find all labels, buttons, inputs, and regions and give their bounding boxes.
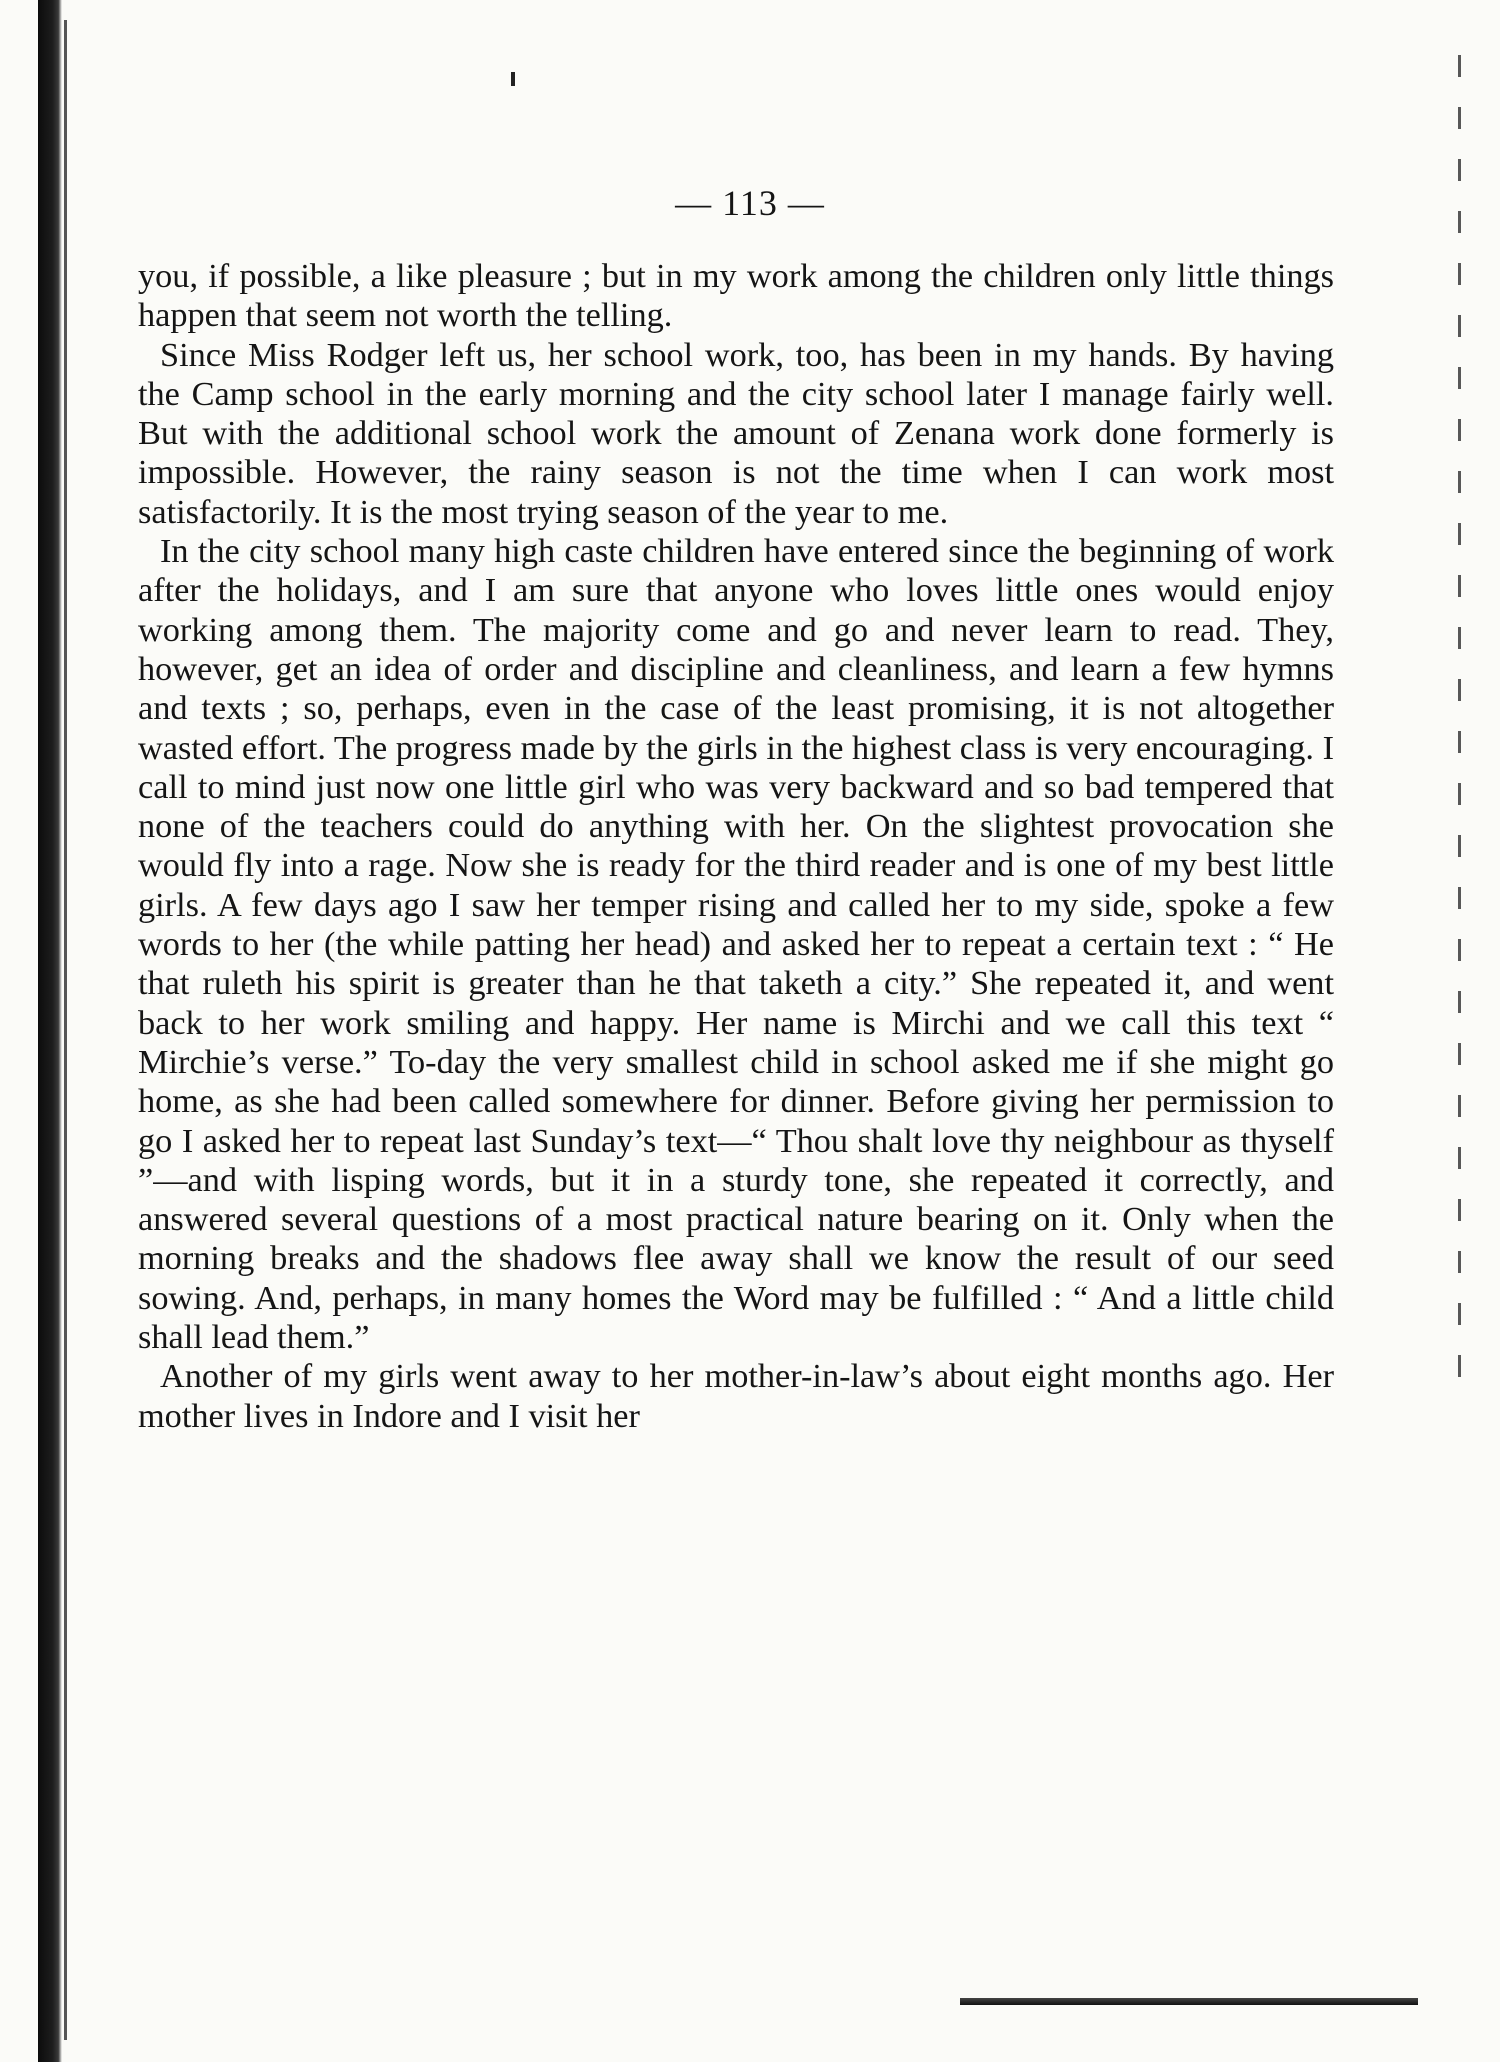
- scan-edge-marks: [1458, 55, 1461, 1405]
- paragraph: Another of my girls went away to her mother-in-law’s about eight months ago. Her mother lives in Indore and I visit her: [138, 1357, 1334, 1435]
- page-number: — 113 —: [675, 183, 825, 223]
- stray-ink-mark: [511, 72, 515, 86]
- binding-edge-shadow: [38, 0, 62, 2062]
- paragraph: Since Miss Rodger left us, her school work, too, has been in my hands. By having the Camp school in the early morning and the city school later I manage fairly well. But with the additional school work the amount of Zenana work done formerly is impossible. However, the rainy season is not the time when I can work most satisfactorily. It is the most trying season of the year to me.: [138, 335, 1334, 531]
- paragraph: In the city school many high caste children have entered since the beginning of work after the holidays, and I am sure that anyone who loves little ones would enjoy working among them. The majority come and go and never learn to read. They, however, get an idea of order and discipline and cleanliness, and learn a few hymns and texts ; so, perhaps, even in the case of the least promising, it is not altogether wasted effort. The progress made by the girls in the highest class is very encouraging. I call to mind just now one little girl who was very backward and so bad tempered that none of the teachers could do anything with her. On the slightest provocation she would fly into a rage. Now she is ready for the third reader and is one of my best little girls. A few days ago I saw her temper rising and called her to my side, spoke a few words to her (the while patting her head) and asked her to repeat a certain text : “ He that ruleth his spirit is greater than he that taketh a city.” She repeated it, and went back to her work smiling and happy. Her name is Mirchi and we call this text “ Mirchie’s verse.” To-day the very smallest child in school asked me if she might go home, as she had been called somewhere for dinner. Before giving her permission to go I asked her to repeat last Sunday’s text—“ Thou shalt love thy neighbour as thyself ”—and with lisping words, but it in a sturdy tone, she repeated it correctly, and answered several questions of a most practical nature bearing on it. Only when the morning breaks and the shadows flee away shall we know the result of our seed sowing. And, perhaps, in many homes the Word may be fulfilled : “ And a little child shall lead them.”: [138, 532, 1334, 1357]
- paragraph: you, if possible, a like pleasure ; but in my work among the children only little things happen that seem not worth the telling.: [138, 257, 1334, 335]
- body-text: [138, 257, 1334, 1436]
- bottom-rule: [960, 1998, 1418, 2005]
- binding-edge-line: [64, 20, 67, 2040]
